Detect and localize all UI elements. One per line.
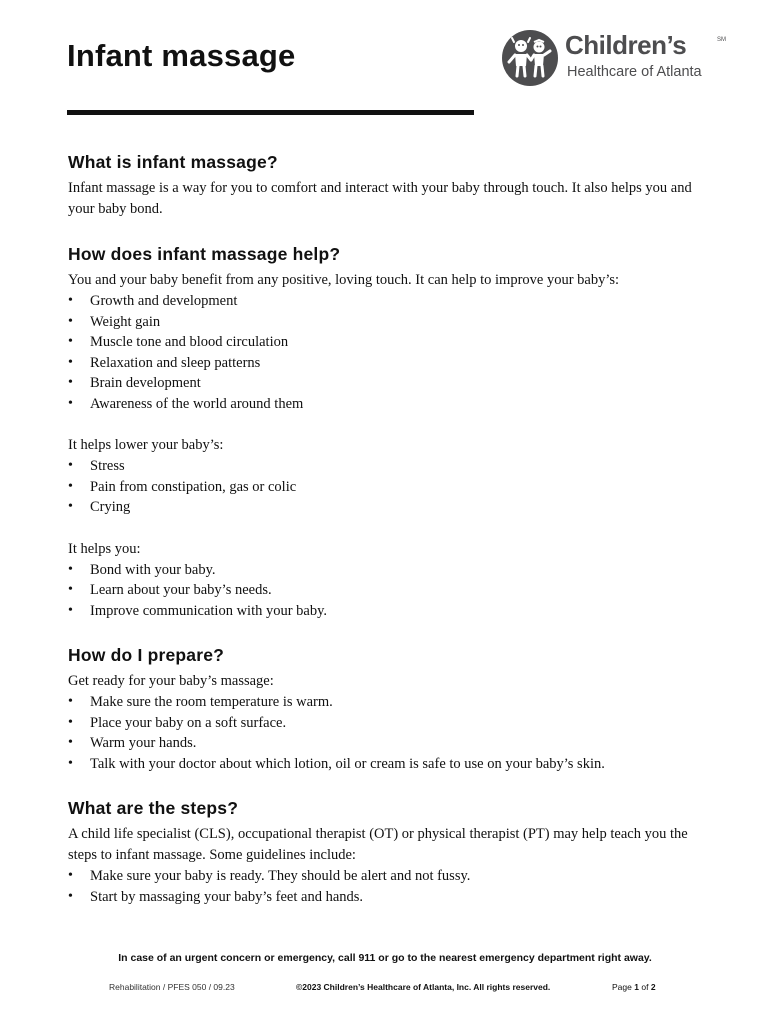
document-body xyxy=(68,150,708,907)
list-item: • Growth and development xyxy=(68,291,708,312)
logo-subtitle: Healthcare of Atlanta xyxy=(567,64,702,80)
steps-list xyxy=(68,866,708,907)
title-underline xyxy=(67,110,474,115)
list-item: • Weight gain xyxy=(68,312,708,333)
section-prepare xyxy=(68,643,708,774)
emergency-notice: In case of an urgent concern or emergency, call 911 or go to the nearest emergency department right away. xyxy=(118,952,652,964)
list-item: • Make sure the room temperature is warm. xyxy=(68,692,708,713)
section-heading: How do I prepare? xyxy=(68,645,225,665)
page-prefix: Page xyxy=(612,982,632,992)
benefit-list xyxy=(68,291,708,414)
childrens-healthcare-logo-icon xyxy=(501,29,559,87)
section-heading: What are the steps? xyxy=(68,798,239,818)
section-heading: How does infant massage help? xyxy=(68,244,341,264)
list-item: • Talk with your doctor about which lotion, oil or cream is safe to use on your baby’s skin. xyxy=(68,754,708,775)
list-item: • Relaxation and sleep patterns xyxy=(68,353,708,374)
list-item: • Start by massaging your baby’s feet and hands. xyxy=(68,887,708,908)
list-item: • Awareness of the world around them xyxy=(68,394,708,415)
section-paragraph: It helps you: xyxy=(68,540,141,557)
section-paragraph: Infant massage is a way for you to comfort and interact with your baby through touch. It also helps you and your baby bond. xyxy=(68,180,692,217)
list-item: • Improve communication with your baby. xyxy=(68,601,708,622)
prepare-list xyxy=(68,692,708,774)
organization-logo xyxy=(501,29,731,89)
page-total: 2 xyxy=(650,982,656,992)
copyright: ©2023 Children’s Healthcare of Atlanta, Inc. All rights reserved. xyxy=(296,982,551,992)
lower-list xyxy=(68,456,708,518)
helps-you-list xyxy=(68,560,708,622)
page-of: of xyxy=(641,982,649,992)
section-paragraph: It helps lower your baby’s: xyxy=(68,437,224,453)
list-item: • Brain development xyxy=(68,373,708,394)
list-item: • Muscle tone and blood circulation xyxy=(68,332,708,353)
list-item: • Bond with your baby. xyxy=(68,560,708,581)
list-item: • Learn about your baby’s needs. xyxy=(68,580,708,601)
section-what-is xyxy=(68,150,708,220)
list-item: • Pain from constipation, gas or colic xyxy=(68,477,708,498)
page-number xyxy=(612,982,656,992)
page-current: 1 xyxy=(634,982,639,992)
section-heading: What is infant massage? xyxy=(68,152,278,172)
section-paragraph: Get ready for your baby’s massage: xyxy=(68,673,274,689)
list-item: • Make sure your baby is ready. They should be alert and not fussy. xyxy=(68,866,708,887)
logo-service-mark: SM xyxy=(717,37,726,43)
page-title: Infant massage xyxy=(67,38,296,73)
list-item: • Warm your hands. xyxy=(68,733,708,754)
section-paragraph: A child life specialist (CLS), occupational therapist (OT) or physical therapist (PT) may help teach you the steps to infant massage. Some guidelines include: xyxy=(68,826,688,863)
section-paragraph: You and your baby benefit from any positive, loving touch. It can help to improve your baby’s: xyxy=(68,272,620,288)
list-item: • Stress xyxy=(68,456,708,477)
list-item: • Crying xyxy=(68,497,708,518)
document-code: Rehabilitation / PFES 050 / 09.23 xyxy=(109,982,235,992)
section-steps xyxy=(68,796,708,907)
section-how-help xyxy=(68,242,708,621)
logo-name: Children’s xyxy=(565,30,687,60)
list-item: • Place your baby on a soft surface. xyxy=(68,713,708,734)
